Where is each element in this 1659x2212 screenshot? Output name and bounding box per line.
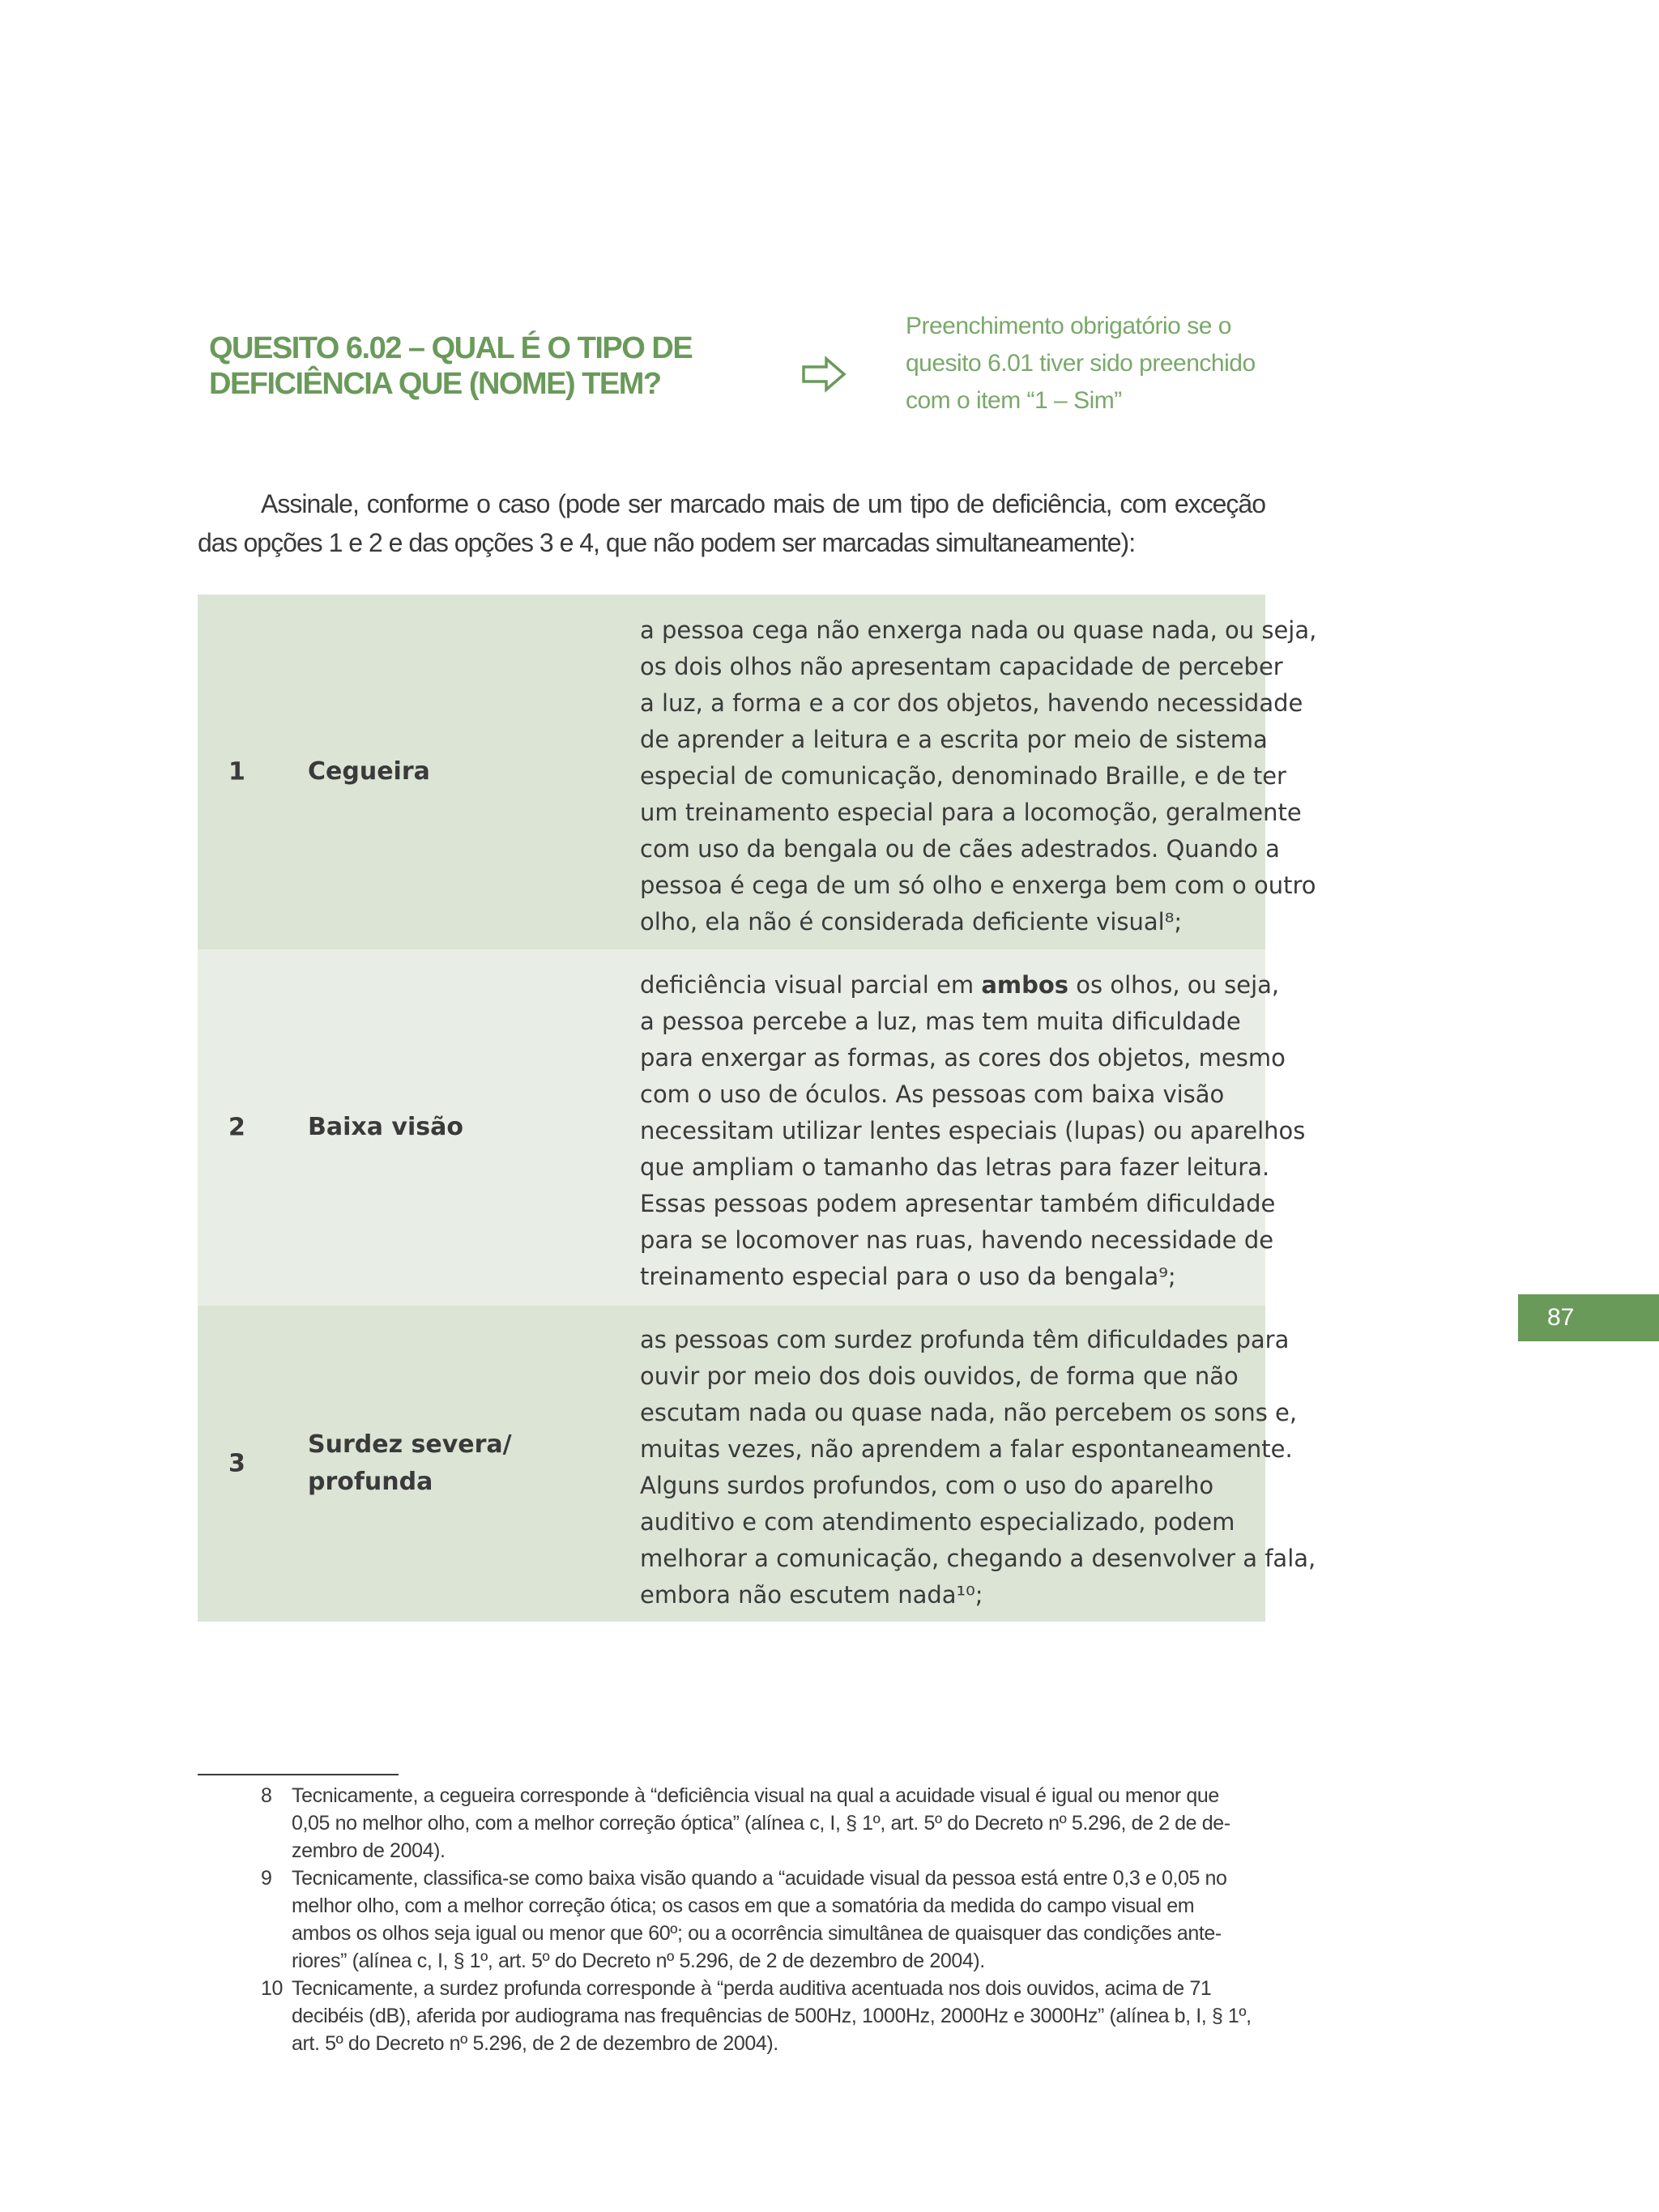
footnote: [198, 1865, 1265, 1975]
description-line: escutam nada ou quase nada, não percebem os sons e,: [640, 1399, 1298, 1426]
footnote-line: ambos os olhos seja igual ou menor que 60º; ou a ocorrência simultânea de quaisquer das condições ante-: [292, 1922, 1222, 1945]
footnote: [198, 1975, 1265, 2057]
option-description: [640, 1322, 1316, 1613]
option-name: [308, 1426, 551, 1501]
description-line: Essas pessoas podem apresentar também dificuldade: [640, 1190, 1276, 1217]
footnote-number: 9: [261, 1867, 272, 1890]
footnote: [198, 1782, 1265, 1865]
description-line: [640, 967, 1280, 1004]
footnote-line: riores” (alínea c, I, § 1º, art. 5º do Decreto nº 5.296, de 2 de dezembro de 2004).: [292, 1950, 985, 1972]
footnote-line: decibéis (dB), aferida por audiograma nas frequências de 500Hz, 1000Hz, 2000Hz e 3000Hz” (alínea b, I, § 1º,: [292, 2005, 1252, 2027]
option-number: 3: [228, 1449, 245, 1478]
description-line: a pessoa percebe a luz, mas tem muita dificuldade: [640, 1008, 1241, 1035]
description-line: para enxergar as formas, as cores dos objetos, mesmo: [640, 1044, 1286, 1072]
description-line: com o uso de óculos. As pessoas com baixa visão: [640, 1080, 1225, 1108]
option-name-line: profunda: [308, 1468, 433, 1496]
description-line: especial de comunicação, denominado Braille, e de ter: [640, 762, 1286, 790]
description-line: a luz, a forma e a cor dos objetos, havendo necessidade: [640, 689, 1303, 717]
mandatory-fill-note: [906, 308, 1278, 420]
description-line: um treinamento especial para a locomoção, geralmente: [640, 799, 1302, 826]
option-number: 2: [228, 1113, 245, 1142]
table-row: [198, 949, 1306, 1306]
option-description: [640, 967, 1306, 1295]
page-number-tab: [1518, 1294, 1659, 1341]
description-emphasis: ambos: [981, 971, 1069, 999]
note-line-2: quesito 6.01 tiver sido preenchido: [906, 350, 1256, 377]
description-line: melhorar a comunicação, chegando a desenvolver a fala,: [640, 1545, 1316, 1572]
option-name-line: Cegueira: [308, 757, 430, 786]
footnote-number: 8: [261, 1784, 272, 1807]
option-description: [640, 612, 1317, 940]
option-name-line: Surdez severa/: [308, 1430, 512, 1459]
table-row: [198, 595, 1317, 949]
description-line: a pessoa cega não enxerga nada ou quase nada, ou seja,: [640, 616, 1317, 644]
footnote-number: 10: [261, 1977, 284, 2000]
footnote-line: Tecnicamente, a surdez profunda corresponde à “perda auditiva acentuada nos dois ouvidos, acima de 71: [292, 1977, 1212, 2000]
description-text: os olhos, ou seja,: [1068, 971, 1280, 999]
table-row: [198, 1306, 1316, 1622]
description-line: auditivo e com atendimento especializado, podem: [640, 1508, 1235, 1536]
footnotes: [198, 1782, 1265, 2057]
question-title: [209, 330, 776, 402]
description-line: embora não escutem nada¹⁰;: [640, 1581, 983, 1609]
description-line: olho, ela não é considerada deficiente visual⁸;: [640, 908, 1183, 936]
note-line-1: Preenchimento obrigatório se o: [906, 313, 1231, 339]
page-number: 87: [1547, 1304, 1575, 1331]
option-name: [308, 1109, 551, 1146]
description-line: treinamento especial para o uso da bengala⁹;: [640, 1263, 1176, 1290]
footnote-line: melhor olho, com a melhor correção ótica; os casos em que a somatória da medida do campo visual em: [292, 1894, 1195, 1917]
arrow-right-outline-icon: [800, 355, 847, 394]
intro-paragraph: Assinale, conforme o caso (pode ser marcado mais de um tipo de deficiência, com exceção das opções 1 e 2 e das opções 3 e 4, que não podem ser marcadas simultaneamente):: [198, 489, 1265, 557]
description-line: necessitam utilizar lentes especiais (lupas) ou aparelhos: [640, 1117, 1306, 1144]
description-line: as pessoas com surdez profunda têm dificuldades para: [640, 1326, 1290, 1353]
description-line: pessoa é cega de um só olho e enxerga bem com o outro: [640, 872, 1316, 899]
description-line: de aprender a leitura e a escrita por meio de sistema: [640, 726, 1268, 753]
description-line: Alguns surdos profundos, com o uso do aparelho: [640, 1472, 1214, 1499]
option-name: [308, 753, 551, 791]
deficiency-types-table: [198, 595, 1317, 1622]
description-line: com uso da bengala ou de cães adestrados. Quando a: [640, 835, 1280, 863]
question-title-line-1: QUESITO 6.02 – QUAL É O TIPO DE: [209, 331, 693, 365]
option-name-line: Baixa visão: [308, 1113, 463, 1141]
footnote-divider: [198, 1774, 399, 1775]
description-line: muitas vezes, não aprendem a falar espontaneamente.: [640, 1435, 1293, 1463]
description-line: os dois olhos não apresentam capacidade de perceber: [640, 653, 1283, 680]
description-line: para se locomover nas ruas, havendo necessidade de: [640, 1226, 1274, 1254]
description-text: deficiência visual parcial em: [640, 971, 982, 999]
footnote-line: Tecnicamente, a cegueira corresponde à “deficiência visual na qual a acuidade visual é igual ou menor que: [292, 1784, 1219, 1807]
note-line-3: com o item “1 – Sim”: [906, 387, 1122, 414]
footnote-line: art. 5º do Decreto nº 5.296, de 2 de dezembro de 2004).: [292, 2032, 778, 2055]
description-line: ouvir por meio dos dois ouvidos, de forma que não: [640, 1362, 1239, 1390]
question-title-line-2: DEFICIÊNCIA QUE (NOME) TEM?: [209, 367, 661, 401]
footnote-line: zembro de 2004).: [292, 1839, 446, 1862]
description-line: que ampliam o tamanho das letras para fazer leitura.: [640, 1153, 1270, 1181]
footnote-line: Tecnicamente, classifica-se como baixa visão quando a “acuidade visual da pessoa está entre 0,3 e 0,05 no: [292, 1867, 1227, 1890]
footnote-line: 0,05 no melhor olho, com a melhor correção óptica” (alínea c, I, § 1º, art. 5º do Decreto nº 5.296, de 2 de de-: [292, 1812, 1230, 1835]
option-number: 1: [228, 757, 245, 786]
